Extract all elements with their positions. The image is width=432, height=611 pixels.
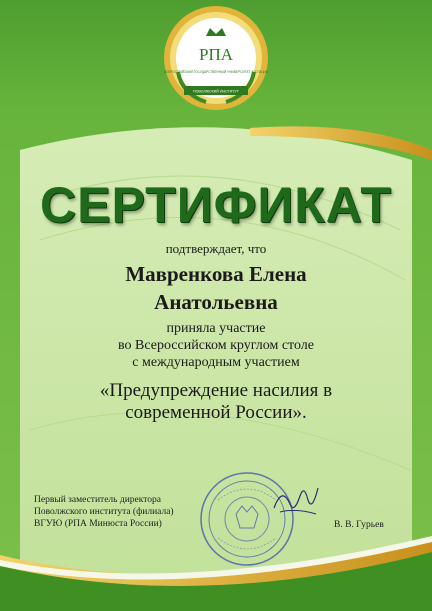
rpa-logo <box>160 2 272 114</box>
position-line-1: Первый заместитель директора <box>34 495 161 505</box>
name-line-1: Мавренкова Елена <box>125 262 307 286</box>
event-topic <box>0 380 432 424</box>
body-line-3: с международным участием <box>132 355 300 370</box>
signer-position <box>34 494 174 530</box>
logo-ribbon-text: ПОВОЛЖСКИЙ ИНСТИТУТ <box>192 89 240 94</box>
signer-name: В. В. Гурьев <box>334 520 384 530</box>
recipient-name <box>0 260 432 316</box>
topic-line-1: «Предупреждение насилия в <box>99 380 333 401</box>
topic-line-2: современной России». <box>125 402 307 423</box>
logo-abbr: РПА <box>198 45 234 64</box>
handwritten-signature <box>270 478 322 524</box>
participation-text <box>0 320 432 371</box>
body-line-2: во Всероссийском круглом столе <box>118 338 314 353</box>
position-line-2: Поволжского института (филиала) <box>34 507 174 517</box>
name-line-2: Анатольевна <box>154 290 278 314</box>
certificate-title: СЕРТИФИКАТ <box>40 177 392 233</box>
logo-ring-text: ВСЕРОССИЙСКИЙ ГОСУДАРСТВЕННЫЙ УНИВЕРСИТЕТ ЮСТИЦИИ <box>163 70 269 74</box>
body-line-1: приняла участие <box>166 321 266 336</box>
confirms-text: подтверждает, что <box>165 241 267 256</box>
position-line-3: ВГУЮ (РПА Минюста России) <box>34 519 162 529</box>
